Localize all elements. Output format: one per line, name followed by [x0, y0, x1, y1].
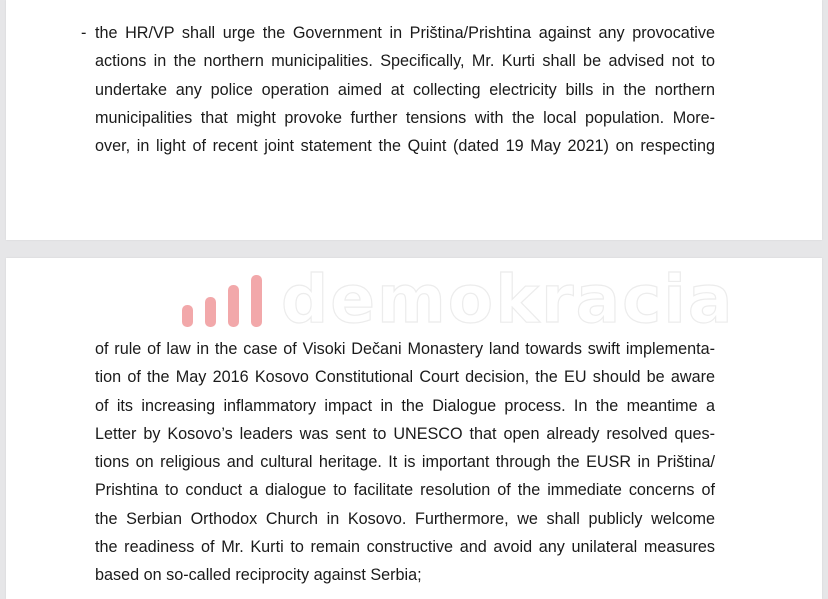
- text-line: over, in light of recent joint statement the Quint (dated 19 May 2021) on respecting: [95, 137, 715, 156]
- bullet-paragraph: [81, 19, 715, 160]
- text-line: tion of the May 2016 Kosovo Constitutional Court decision, the EU should be aware: [95, 368, 715, 387]
- logo-bar: [251, 275, 262, 327]
- text-line: actions in the northern municipalities. Specifically, Mr. Kurti shall be advised not to: [95, 52, 715, 71]
- signal-bars-logo-icon: [175, 273, 275, 333]
- text-line: of rule of law in the case of Visoki Dečani Monastery land towards swift implementa-: [95, 340, 715, 358]
- text-line: Prishtina to conduct a dialogue to facilitate resolution of the immediate concerns of: [95, 481, 715, 500]
- paragraph-continuation: [95, 335, 715, 590]
- text-line: the Serbian Orthodox Church in Kosovo. Furthermore, we shall publicly welcome: [95, 509, 715, 528]
- logo-bar: [228, 285, 239, 327]
- document-page-bottom: [6, 258, 822, 599]
- watermark-logo: [175, 261, 735, 338]
- text-line: based on so-called reciprocity against Serbia;: [95, 566, 422, 585]
- text-line-content: the HR/VP shall urge the Government in Priština/Prishtina against any provocative: [95, 24, 715, 42]
- text-line: [81, 19, 715, 47]
- text-line: Letter by Kosovo’s leaders was sent to UNESCO that open already resolved ques-: [95, 424, 715, 443]
- logo-bar: [205, 297, 216, 327]
- text-line: of its increasing inflammatory impact in the Dialogue process. In the meantime a: [95, 396, 715, 415]
- document-page-top: [6, 0, 822, 240]
- text-line: tions on religious and cultural heritage. It is important through the EUSR in Priština/: [95, 453, 715, 472]
- logo-bar: [182, 305, 193, 327]
- bullet-dash: -: [81, 24, 87, 42]
- text-line: municipalities that might provoke further tensions with the local population. More-: [95, 108, 715, 127]
- watermark-text: demokracia: [281, 261, 735, 338]
- text-line: the readiness of Mr. Kurti to remain constructive and avoid any unilateral measures: [95, 538, 715, 557]
- text-line: undertake any police operation aimed at collecting electricity bills in the northern: [95, 80, 715, 99]
